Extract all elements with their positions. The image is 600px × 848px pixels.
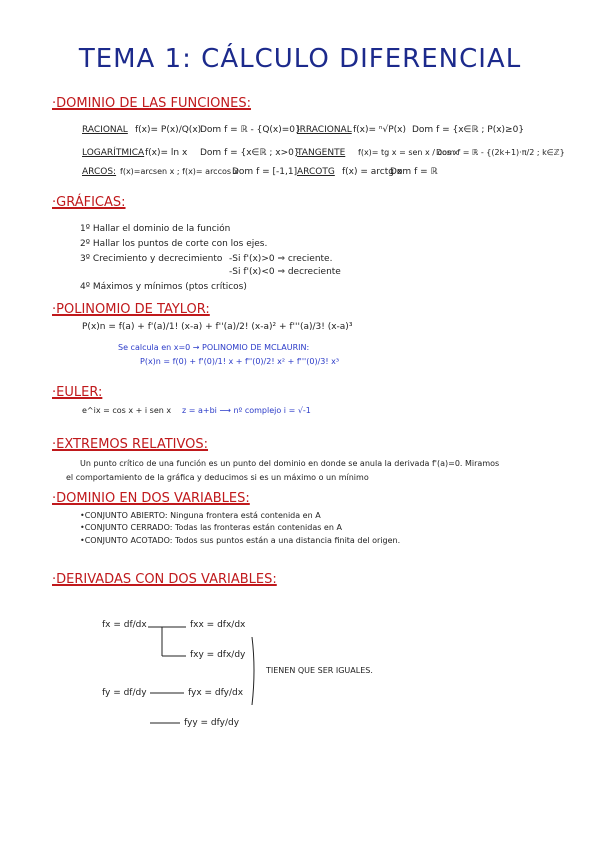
formula: f(x) = arctg x bbox=[342, 167, 403, 177]
label-irracional: IRRACIONAL bbox=[297, 125, 352, 135]
list-item: •CONJUNTO ACOTADO: Todos sus puntos están a una distancia finita del origen. bbox=[80, 536, 401, 545]
heading-derivadas: ·DERIVADAS CON DOS VARIABLES: bbox=[52, 572, 277, 587]
case: -Si f'(x)<0 ⇒ decreciente bbox=[229, 267, 341, 277]
fx: fx = df/dx bbox=[102, 620, 147, 630]
taylor-formula: P(x)n = f(a) + f'(a)/1! (x-a) + f''(a)/2! (x-a)² + f'''(a)/3! (x-a)³ bbox=[82, 322, 353, 332]
equal-note: TIENEN QUE SER IGUALES. bbox=[266, 666, 373, 675]
fyy: fyy = dfy/dy bbox=[184, 718, 240, 728]
step: 2º Hallar los puntos de corte con los ejes. bbox=[80, 239, 268, 249]
formula: f(x)= ⁿ√P(x) bbox=[353, 125, 407, 135]
euler-formula: e^ix = cos x + i sen x bbox=[82, 406, 172, 415]
domain: Dom f = ℝ - {Q(x)=0} bbox=[200, 125, 301, 135]
mclaurin-formula: P(x)n = f(0) + f'(0)/1! x + f''(0)/2! x² + f'''(0)/3! x³ bbox=[140, 357, 340, 366]
heading-euler: ·EULER: bbox=[52, 385, 103, 400]
domain: Dom f = [-1,1] bbox=[232, 167, 298, 177]
fxy: fxy = dfx/dy bbox=[190, 650, 246, 660]
heading-graficas: ·GRÁFICAS: bbox=[52, 195, 126, 210]
label-arcos: ARCOS: bbox=[82, 167, 117, 177]
extremos-text: el comportamiento de la gráfica y deducimos si es un máximo o un mínimo bbox=[66, 473, 369, 482]
heading-taylor: ·POLINOMIO DE TAYLOR: bbox=[52, 302, 210, 317]
heading-dominio: ·DOMINIO DE LAS FUNCIONES: bbox=[52, 96, 251, 111]
complex-note: z = a+bi ⟶ nº complejo i = √-1 bbox=[182, 406, 311, 415]
heading-dos-variables: ·DOMINIO EN DOS VARIABLES: bbox=[52, 491, 250, 506]
taylor-note: Se calcula en x=0 → POLINOMIO DE MCLAURIN: bbox=[118, 343, 310, 352]
formula: f(x)= P(x)/Q(x) bbox=[135, 125, 202, 135]
domain: Dom f = ℝ bbox=[390, 167, 438, 177]
formula: f(x)= tg x = sen x / cos x bbox=[358, 148, 459, 157]
domain: Dom f = {x∈ℝ ; x>0} bbox=[200, 148, 300, 158]
domain: Dom f = ℝ - {(2k+1)·π/2 ; k∈ℤ} bbox=[436, 148, 565, 157]
domain: Dom f = {x∈ℝ ; P(x)≥0} bbox=[412, 125, 525, 135]
fxx: fxx = dfx/dx bbox=[190, 620, 246, 630]
step: 4º Máximos y mínimos (ptos críticos) bbox=[80, 282, 247, 292]
extremos-text: Un punto crítico de una función es un punto del dominio en donde se anula la derivada f'(a)=0. Miramos bbox=[80, 459, 500, 468]
label-racional: RACIONAL bbox=[82, 125, 128, 135]
case: -Si f'(x)>0 ⇒ creciente. bbox=[229, 254, 333, 264]
list-item: •CONJUNTO ABIERTO: Ninguna frontera está contenida en A bbox=[80, 511, 321, 520]
label-tangente: TANGENTE bbox=[297, 148, 346, 158]
label-arcotg: ARCOTG bbox=[297, 167, 335, 177]
fy: fy = df/dy bbox=[102, 688, 147, 698]
page-title: TEMA 1: CÁLCULO DIFERENCIAL bbox=[78, 44, 522, 74]
step: 1º Hallar el dominio de la función bbox=[80, 224, 231, 234]
step: 3º Crecimiento y decrecimiento bbox=[80, 254, 223, 264]
fyx: fyx = dfy/dx bbox=[188, 688, 244, 698]
heading-extremos: ·EXTREMOS RELATIVOS: bbox=[52, 437, 209, 452]
label-logaritmica: LOGARÍTMICA bbox=[82, 148, 145, 158]
formula: f(x)=arcsen x ; f(x)= arccos x bbox=[120, 167, 239, 176]
list-item: •CONJUNTO CERRADO: Todas las fronteras están contenidas en A bbox=[80, 523, 342, 532]
formula: f(x)= ln x bbox=[145, 148, 188, 158]
